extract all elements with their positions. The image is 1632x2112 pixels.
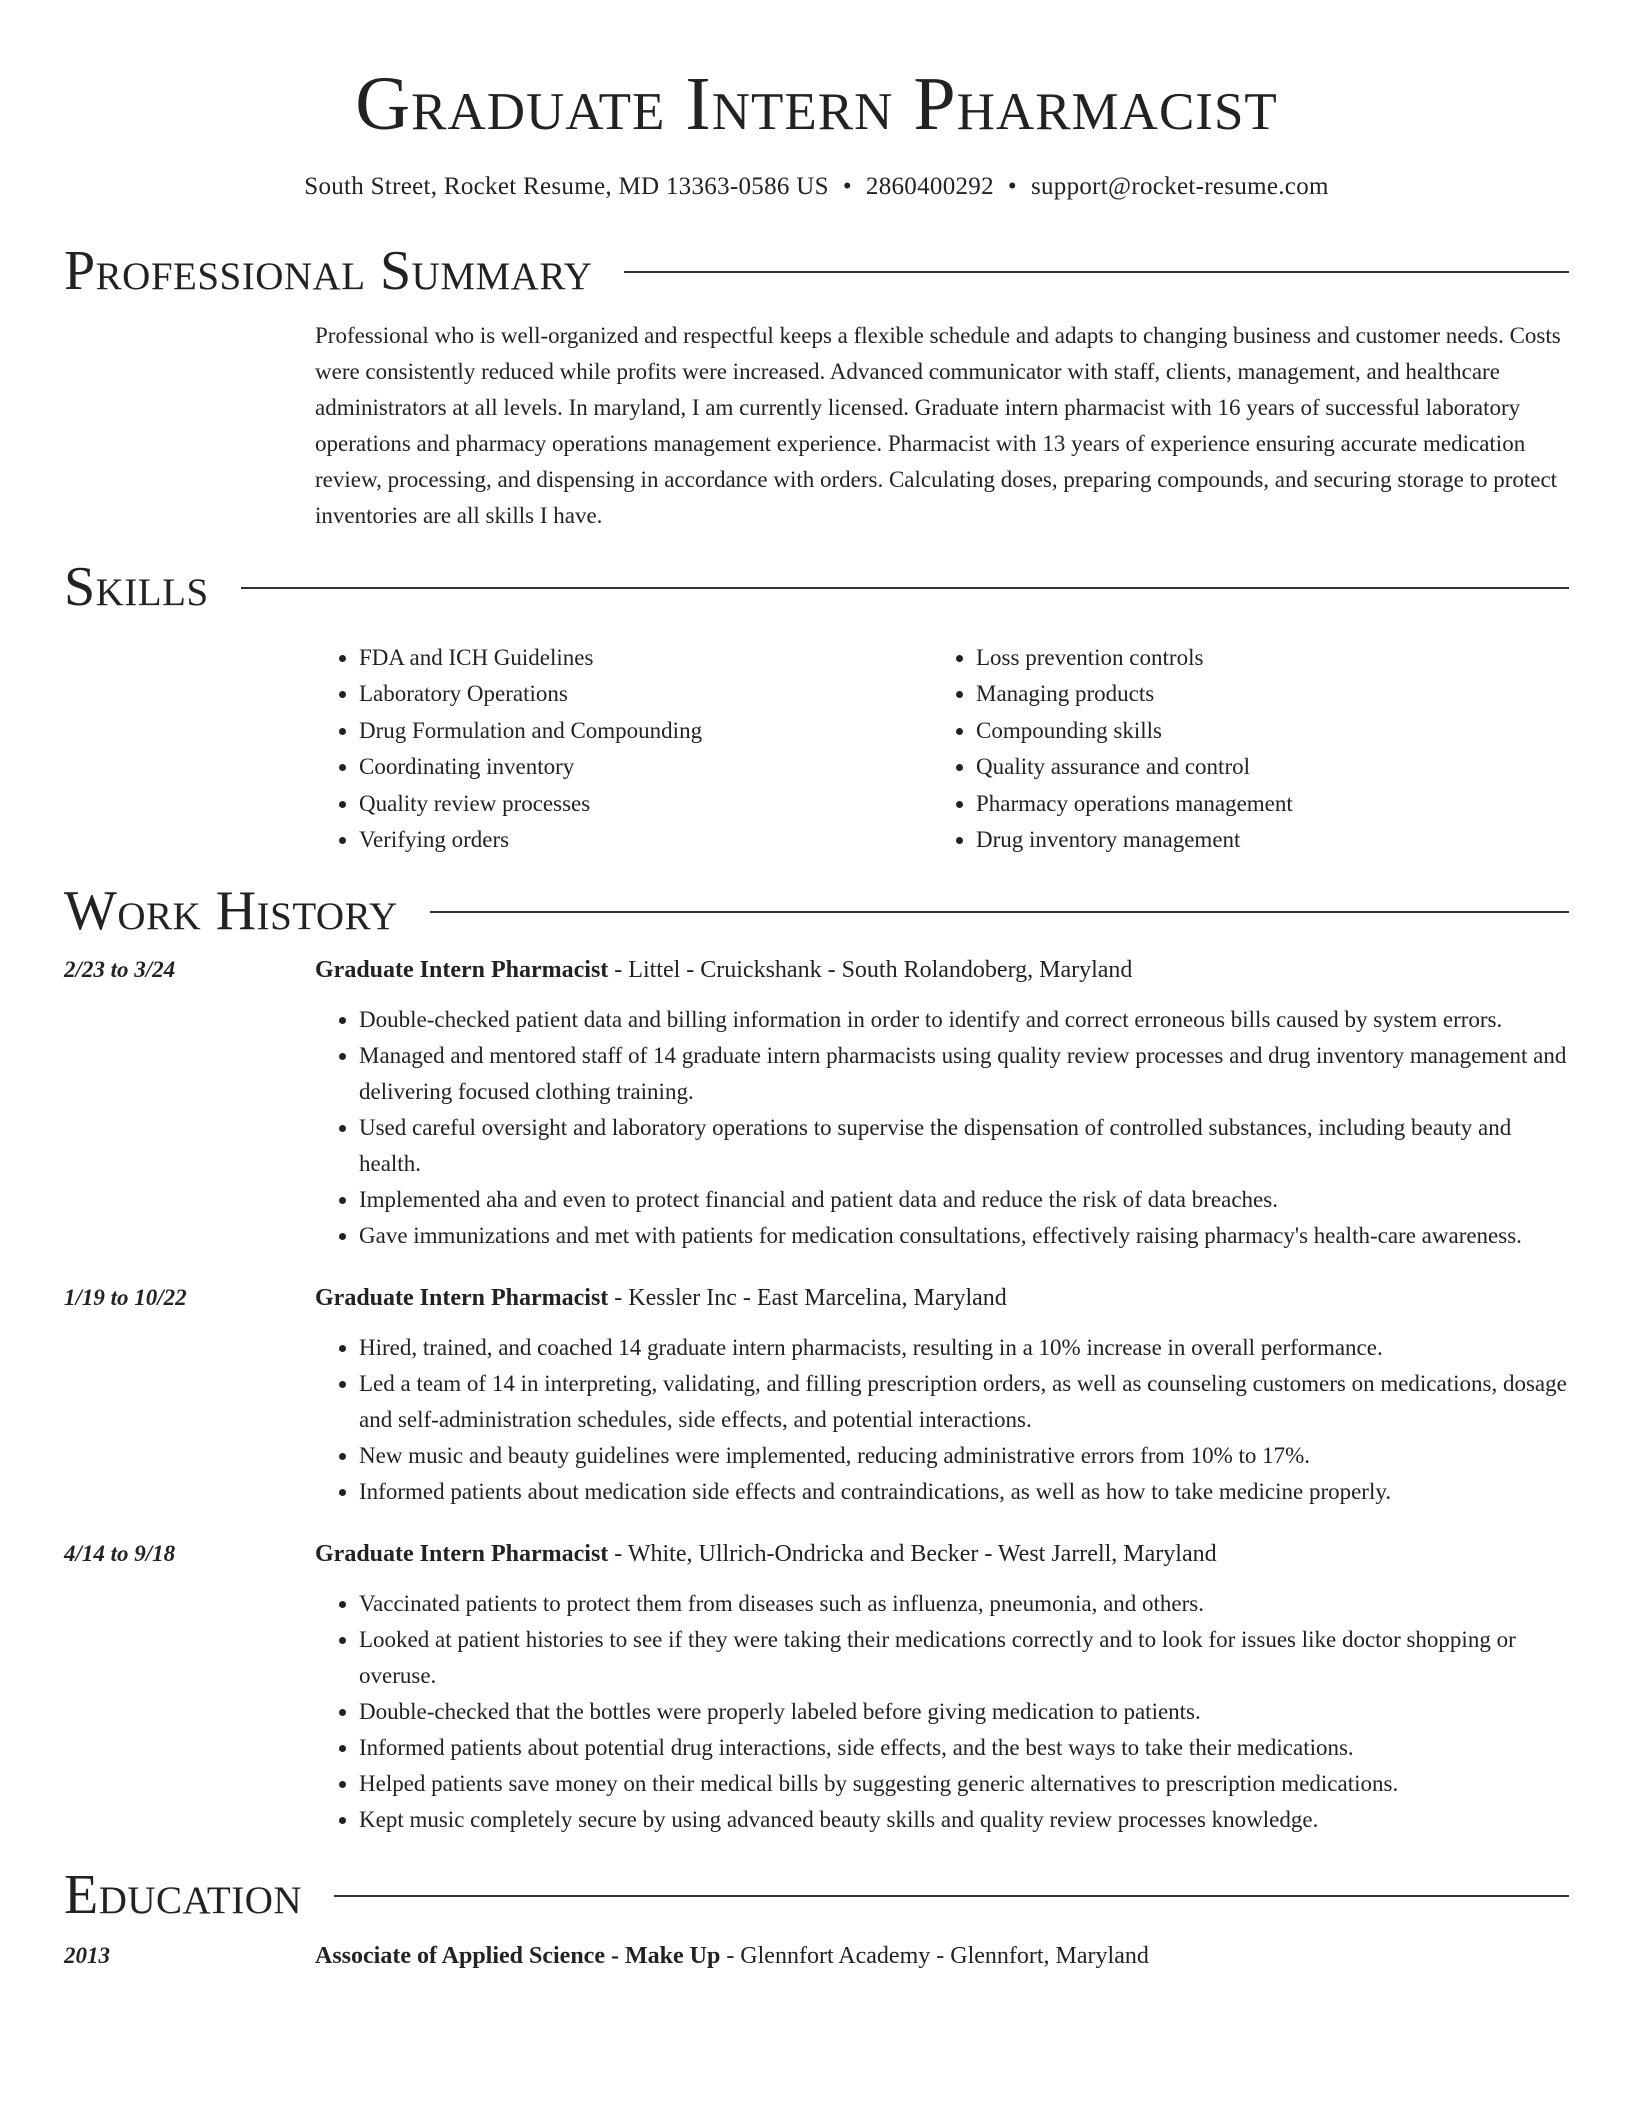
- job-details: [315, 950, 1569, 1254]
- job-bullet: • Informed patients about potential drug interactions, side effects, and the best ways to take their medications.: [359, 1730, 1569, 1766]
- contact-phone: 2860400292: [865, 173, 994, 200]
- job-title-line: [315, 1534, 1569, 1574]
- job-title: Graduate Intern Pharmacist: [315, 1541, 609, 1568]
- job-title: Graduate Intern Pharmacist: [315, 1285, 609, 1312]
- education-list: [64, 1936, 1569, 1976]
- job-title: Graduate Intern Pharmacist: [315, 957, 609, 984]
- job-title-line: [315, 950, 1569, 990]
- job-bullet: • Gave immunizations and met with patients for medication consultations, effectively raising pharmacy's health-care awareness.: [359, 1218, 1569, 1254]
- skill-item: • Managing products: [976, 676, 1293, 712]
- section-divider: [430, 911, 1569, 913]
- job-bullets: [315, 1330, 1569, 1510]
- skill-item: • FDA and ICH Guidelines: [359, 640, 932, 676]
- section-divider: [241, 587, 1569, 589]
- job-bullet: • Hired, trained, and coached 14 graduate intern pharmacists, resulting in a 10% increase in overall performance.: [359, 1330, 1569, 1366]
- job-bullet: • Looked at patient histories to see if they were taking their medications correctly and to look for issues like doctor shopping or overuse.: [359, 1622, 1569, 1694]
- education-heading: Education: [64, 1864, 303, 1927]
- summary-section-header: [64, 236, 1569, 306]
- job-bullet: • Informed patients about medication side effects and contraindications, as well as how to take medicine properly.: [359, 1474, 1569, 1510]
- contact-separator: •: [842, 173, 852, 200]
- skills-section-header: [64, 552, 1569, 622]
- job-bullet: • New music and beauty guidelines were implemented, reducing administrative errors from 10% to 17%.: [359, 1438, 1569, 1474]
- section-divider: [334, 1895, 1569, 1897]
- job-bullet: • Managed and mentored staff of 14 graduate intern pharmacists using quality review processes and drug inventory management and delivering focused clothing training.: [359, 1038, 1569, 1110]
- education-section-header: [64, 1860, 1569, 1930]
- job-entry: [64, 1534, 1569, 1838]
- skill-item: • Pharmacy operations management: [976, 786, 1293, 822]
- education-details: [315, 1936, 1569, 1976]
- contact-line: [64, 172, 1569, 202]
- job-bullet: • Used careful oversight and laboratory operations to supervise the dispensation of controlled substances, including beauty and health.: [359, 1110, 1569, 1182]
- education-school: - Glennfort Academy - Glennfort, Maryland: [720, 1943, 1149, 1970]
- job-dates: 1/19 to 10/22: [64, 1285, 187, 1311]
- job-bullet: • Double-checked that the bottles were properly labeled before giving medication to patients.: [359, 1694, 1569, 1730]
- job-title-line: [315, 1278, 1569, 1318]
- work-heading: Work History: [64, 880, 398, 943]
- job-entry: [64, 950, 1569, 1254]
- job-entry: [64, 1278, 1569, 1510]
- skills-column-right: [932, 640, 1293, 858]
- education-entry: [64, 1936, 1569, 1976]
- job-bullet: • Vaccinated patients to protect them from diseases such as influenza, pneumonia, and others.: [359, 1586, 1569, 1622]
- job-employer: - White, Ullrich-Ondricka and Becker - West Jarrell, Maryland: [608, 1541, 1217, 1568]
- skill-item: • Quality assurance and control: [976, 749, 1293, 785]
- contact-separator: •: [1007, 173, 1017, 200]
- skill-item: • Coordinating inventory: [359, 749, 932, 785]
- skill-item: • Verifying orders: [359, 822, 932, 858]
- skill-item: • Laboratory Operations: [359, 676, 932, 712]
- job-bullet: • Kept music completely secure by using advanced beauty skills and quality review processes knowledge.: [359, 1802, 1569, 1838]
- job-bullet: • Helped patients save money on their medical bills by suggesting generic alternatives to prescription medications.: [359, 1766, 1569, 1802]
- job-employer: - Littel - Cruickshank - South Rolandoberg, Maryland: [608, 957, 1133, 984]
- skill-item: • Drug inventory management: [976, 822, 1293, 858]
- education-degree: Associate of Applied Science - Make Up: [315, 1943, 721, 1970]
- resume-page: [64, 0, 1569, 1976]
- skill-item: • Drug Formulation and Compounding: [359, 713, 932, 749]
- education-date: 2013: [64, 1943, 110, 1969]
- job-dates: 4/14 to 9/18: [64, 1541, 176, 1567]
- work-section-header: [64, 876, 1569, 946]
- skill-item: • Loss prevention controls: [976, 640, 1293, 676]
- resume-name: Graduate Intern Pharmacist: [355, 62, 1278, 146]
- skills-list: [315, 640, 1569, 858]
- skill-item: • Quality review processes: [359, 786, 932, 822]
- job-employer: - Kessler Inc - East Marcelina, Maryland: [608, 1285, 1007, 1312]
- job-dates: 2/23 to 3/24: [64, 957, 176, 983]
- job-bullets: [315, 1002, 1569, 1254]
- skill-item: • Compounding skills: [976, 713, 1293, 749]
- skills-heading: Skills: [64, 556, 209, 618]
- contact-email: support@rocket-resume.com: [1030, 173, 1329, 200]
- job-bullet: • Implemented aha and even to protect financial and patient data and reduce the risk of data breaches.: [359, 1182, 1569, 1218]
- job-bullet: • Led a team of 14 in interpreting, validating, and filling prescription orders, as well as counseling customers on medications, dosage and self-administration schedules, side effects, and potential interactions.: [359, 1366, 1569, 1438]
- work-history-list: [64, 950, 1569, 1838]
- summary-heading: Professional Summary: [64, 240, 593, 302]
- job-details: [315, 1534, 1569, 1838]
- job-bullets: [315, 1586, 1569, 1838]
- contact-address: South Street, Rocket Resume, MD 13363-0586 US: [304, 173, 829, 200]
- job-bullet: • Double-checked patient data and billing information in order to identify and correct erroneous bills caused by system errors.: [359, 1002, 1569, 1038]
- skills-column-left: [315, 640, 932, 858]
- summary-text: Professional who is well-organized and respectful keeps a flexible schedule and adapts to changing business and customer needs. Costs were consistently reduced while profits were increased. Advanced communicator with staff, clients, management, and healthcare administrators at all levels. In maryland, I am currently licensed. Graduate intern pharmacist with 16 years of successful laboratory operations and pharmacy operations management experience. Pharmacist with 13 years of experience ensuring accurate medication review, processing, and dispensing in accordance with orders. Calculating doses, preparing compounds, and securing storage to protect inventories are all skills I have.: [315, 323, 1561, 528]
- job-details: [315, 1278, 1569, 1510]
- section-divider: [624, 271, 1569, 273]
- education-line: [315, 1936, 1569, 1976]
